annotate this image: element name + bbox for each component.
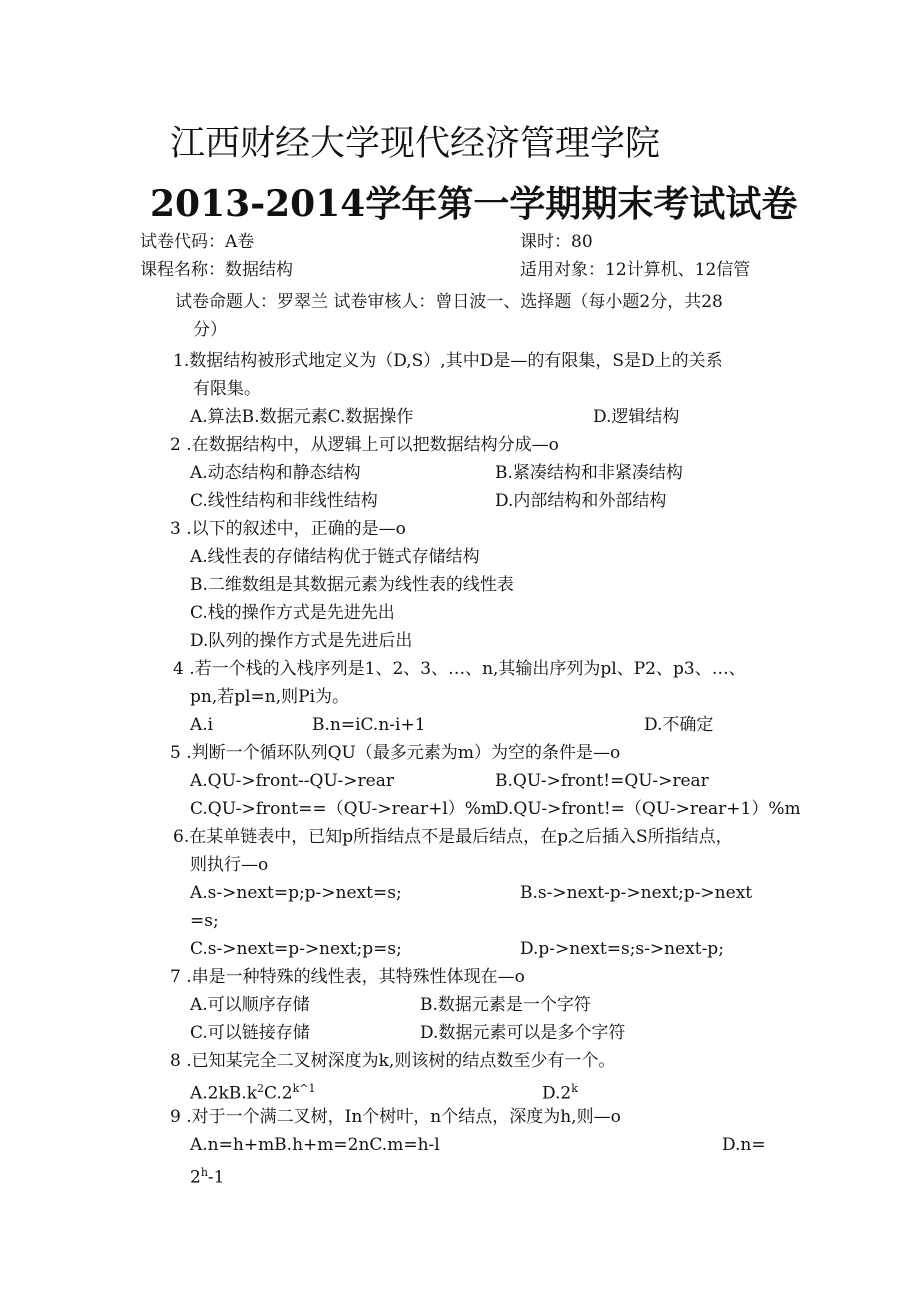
q6-stem-2: 则执行—o bbox=[190, 855, 269, 875]
target-audience: 适用对象：12计算机、12信管 bbox=[520, 260, 751, 280]
q4-stem-1: 4 .若一个栈的入栈序列是1、2、3、…、n,其输出序列为pl、P2、p3、…、 bbox=[173, 659, 746, 679]
q6-stem-1: 6.在某单链表中，已知p所指结点不是最后结点，在p之后插入S所指结点， bbox=[173, 827, 733, 847]
q4-options-bc: B.n=iC.n-i+1 bbox=[312, 715, 426, 735]
q8-stem: 8 .已知某完全二叉树深度为k,则该树的结点数至少有一个。 bbox=[170, 1051, 616, 1071]
q5-option-d: D.QU->front!=（QU->rear+1）%m bbox=[495, 799, 801, 819]
exam-title: 2013-2014学年第一学期期末考试试卷 bbox=[150, 183, 798, 225]
q6-option-b-2: =s; bbox=[190, 911, 219, 931]
q3-option-c: C.栈的操作方式是先进先出 bbox=[190, 603, 395, 623]
q9-options-abc: A.n=h+mB.h+m=2nC.m=h-l bbox=[190, 1135, 440, 1155]
q8-d-base: D.2 bbox=[542, 1083, 572, 1104]
q7-stem: 7 .串是一种特殊的线性表，其特殊性体现在—o bbox=[170, 967, 525, 987]
q1-stem-2: 有限集。 bbox=[193, 379, 261, 399]
q1-options-abc: A.算法B.数据元素C.数据操作 bbox=[190, 407, 414, 427]
q6-option-c: C.s->next=p->next;p=s; bbox=[190, 939, 402, 959]
q3-option-a: A.线性表的存储结构优于链式存储结构 bbox=[190, 547, 480, 567]
q4-stem-2: pn,若pl=n,则Pi为。 bbox=[190, 687, 350, 707]
q5-option-c: C.QU->front==（QU->rear+l）%m bbox=[190, 799, 498, 819]
q9-d2-tail: -1 bbox=[207, 1167, 225, 1188]
q7-option-a: A.可以顺序存储 bbox=[190, 995, 310, 1015]
q8-sup-1: 2 bbox=[257, 1082, 264, 1095]
q9-option-d-1: D.n= bbox=[722, 1135, 766, 1155]
school-title: 江西财经大学现代经济管理学院 bbox=[170, 124, 661, 164]
q5-option-a: A.QU->front--QU->rear bbox=[190, 771, 394, 791]
q6-option-d: D.p->next=s;s->next-p; bbox=[520, 939, 724, 959]
class-hours: 课时：80 bbox=[520, 232, 593, 252]
q4-option-a: A.i bbox=[190, 715, 214, 735]
q3-stem: 3 .以下的叙述中，正确的是—o bbox=[170, 519, 406, 539]
q9-d2-base: 2 bbox=[190, 1167, 201, 1188]
authors-line-2: 分） bbox=[193, 320, 227, 340]
q4-option-d: D.不确定 bbox=[644, 715, 714, 735]
paper-code: 试卷代码：A卷 bbox=[140, 232, 255, 252]
q2-option-c: C.线性结构和非线性结构 bbox=[190, 491, 378, 511]
q7-option-b: B.数据元素是一个字符 bbox=[420, 995, 591, 1015]
q9-option-d-2 bbox=[190, 1162, 224, 1189]
q7-option-d: D.数据元素可以是多个字符 bbox=[420, 1023, 626, 1043]
course-name: 课程名称：数据结构 bbox=[140, 260, 293, 280]
q9-d2-sup: h bbox=[200, 1166, 208, 1179]
q8-d-sup: k bbox=[571, 1082, 578, 1095]
q5-option-b: B.QU->front!=QU->rear bbox=[495, 771, 709, 791]
q8-options-abc bbox=[190, 1078, 316, 1105]
authors-line-1: 试卷命题人：罗翠兰 试卷审核人：曾日波一、选择题（每小题2分，共28 bbox=[175, 292, 723, 312]
q7-option-c: C.可以链接存储 bbox=[190, 1023, 310, 1043]
q5-stem: 5 .判断一个循环队列QU（最多元素为m）为空的条件是—o bbox=[170, 743, 621, 763]
q2-option-d: D.内部结构和外部结构 bbox=[495, 491, 667, 511]
q1-stem-1: 1.数据结构被形式地定义为（D,S）,其中D是—的有限集，S是D上的关系 bbox=[173, 351, 723, 371]
q6-option-b-1: B.s->next-p->next;p->next bbox=[520, 883, 753, 903]
q9-stem: 9 .对于一个满二叉树，In个树叶，n个结点，深度为h,则—o bbox=[170, 1107, 621, 1127]
q6-option-a: A.s->next=p;p->next=s; bbox=[190, 883, 402, 903]
q2-option-a: A.动态结构和静态结构 bbox=[190, 463, 361, 483]
q8-abc-base: A.2kB.k bbox=[190, 1083, 257, 1104]
q2-stem: 2 .在数据结构中，从逻辑上可以把数据结构分成—o bbox=[170, 435, 559, 455]
q8-sup-2: k^1 bbox=[292, 1082, 316, 1095]
q2-option-b: B.紧凑结构和非紧凑结构 bbox=[495, 463, 683, 483]
q1-option-d: D.逻辑结构 bbox=[593, 407, 680, 427]
q3-option-d: D.队列的操作方式是先进后出 bbox=[190, 631, 413, 651]
q8-abc-mid: C.2 bbox=[264, 1083, 293, 1104]
q3-option-b: B.二维数组是其数据元素为线性表的线性表 bbox=[190, 575, 514, 595]
q8-option-d bbox=[542, 1078, 578, 1105]
